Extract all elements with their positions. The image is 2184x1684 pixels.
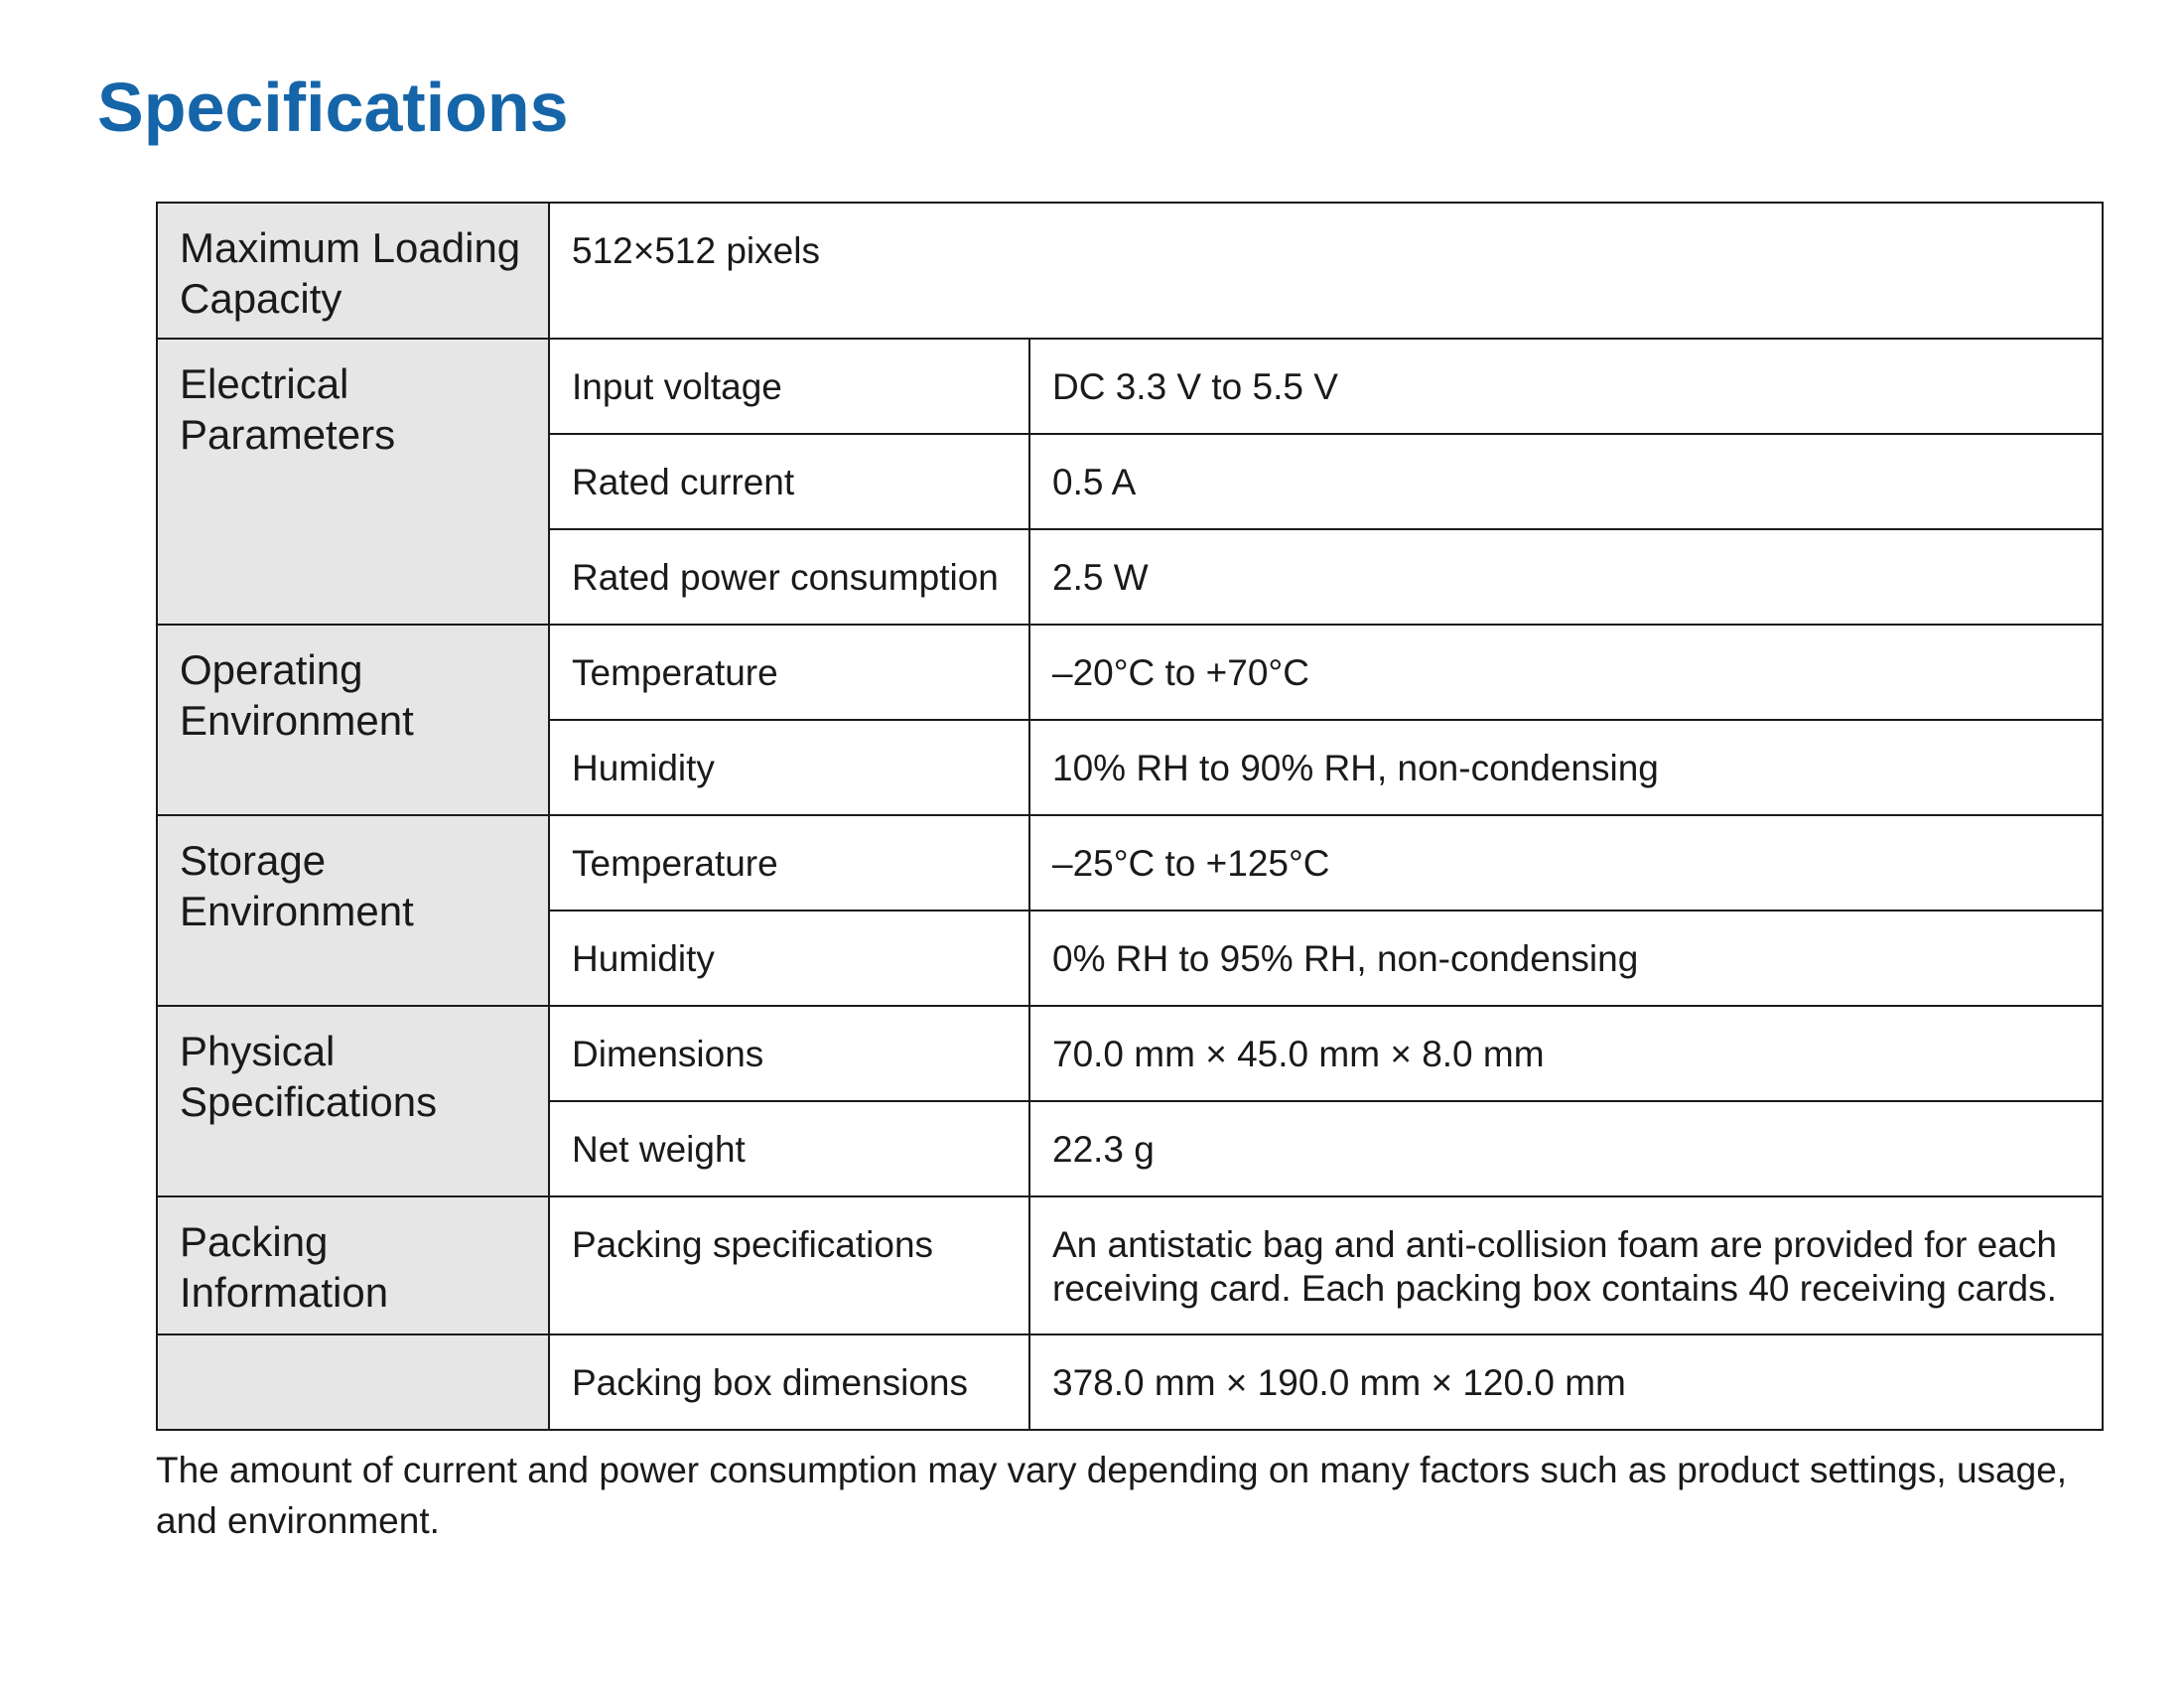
- spec-label: Rated power consumption: [549, 529, 1029, 625]
- spec-label: Humidity: [549, 911, 1029, 1006]
- spec-value: 22.3 g: [1029, 1101, 2103, 1196]
- spec-value: –25°C to +125°C: [1029, 815, 2103, 911]
- spec-label: Packing specifications: [549, 1196, 1029, 1334]
- spec-label: Temperature: [549, 815, 1029, 911]
- category-packing-information: Packing Information: [157, 1196, 549, 1334]
- spec-value: 0.5 A: [1029, 434, 2103, 529]
- spec-label: Temperature: [549, 625, 1029, 720]
- spec-value: 0% RH to 95% RH, non-condensing: [1029, 911, 2103, 1006]
- spec-value: 378.0 mm × 190.0 mm × 120.0 mm: [1029, 1334, 2103, 1430]
- spec-label: Packing box dimensions: [549, 1334, 1029, 1430]
- category-physical-specifications: Physical Specifications: [157, 1006, 549, 1196]
- category-max-loading-capacity: Maximum Loading Capacity: [157, 203, 549, 339]
- spec-value: 10% RH to 90% RH, non-condensing: [1029, 720, 2103, 815]
- category-empty-cell: [157, 1334, 549, 1430]
- spec-label: Dimensions: [549, 1006, 1029, 1101]
- category-electrical-parameters: Electrical Parameters: [157, 339, 549, 625]
- spec-value: –20°C to +70°C: [1029, 625, 2103, 720]
- spec-value: An antistatic bag and anti-collision foam are provided for each receiving card. Each packing box contains 40 receiving cards.: [1029, 1196, 2103, 1334]
- table-row: [157, 339, 2103, 434]
- page-title: Specifications: [97, 69, 569, 146]
- spec-label: Input voltage: [549, 339, 1029, 434]
- category-storage-environment: Storage Environment: [157, 815, 549, 1006]
- spec-value: DC 3.3 V to 5.5 V: [1029, 339, 2103, 434]
- spec-value: 70.0 mm × 45.0 mm × 8.0 mm: [1029, 1006, 2103, 1101]
- max-loading-capacity-value: 512×512 pixels: [549, 203, 2103, 339]
- table-row: [157, 1334, 2103, 1430]
- table-row: [157, 1006, 2103, 1101]
- specifications-table: [156, 202, 2104, 1431]
- table-row: [157, 203, 2103, 339]
- spec-label: Net weight: [549, 1101, 1029, 1196]
- spec-value: 2.5 W: [1029, 529, 2103, 625]
- category-operating-environment: Operating Environment: [157, 625, 549, 815]
- footnote: The amount of current and power consumption may vary depending on many factors such as product settings, usage, and environment.: [156, 1450, 2068, 1541]
- table-row: [157, 815, 2103, 911]
- spec-label: Rated current: [549, 434, 1029, 529]
- spec-label: Humidity: [549, 720, 1029, 815]
- table-row: [157, 625, 2103, 720]
- table-row: [157, 1196, 2103, 1334]
